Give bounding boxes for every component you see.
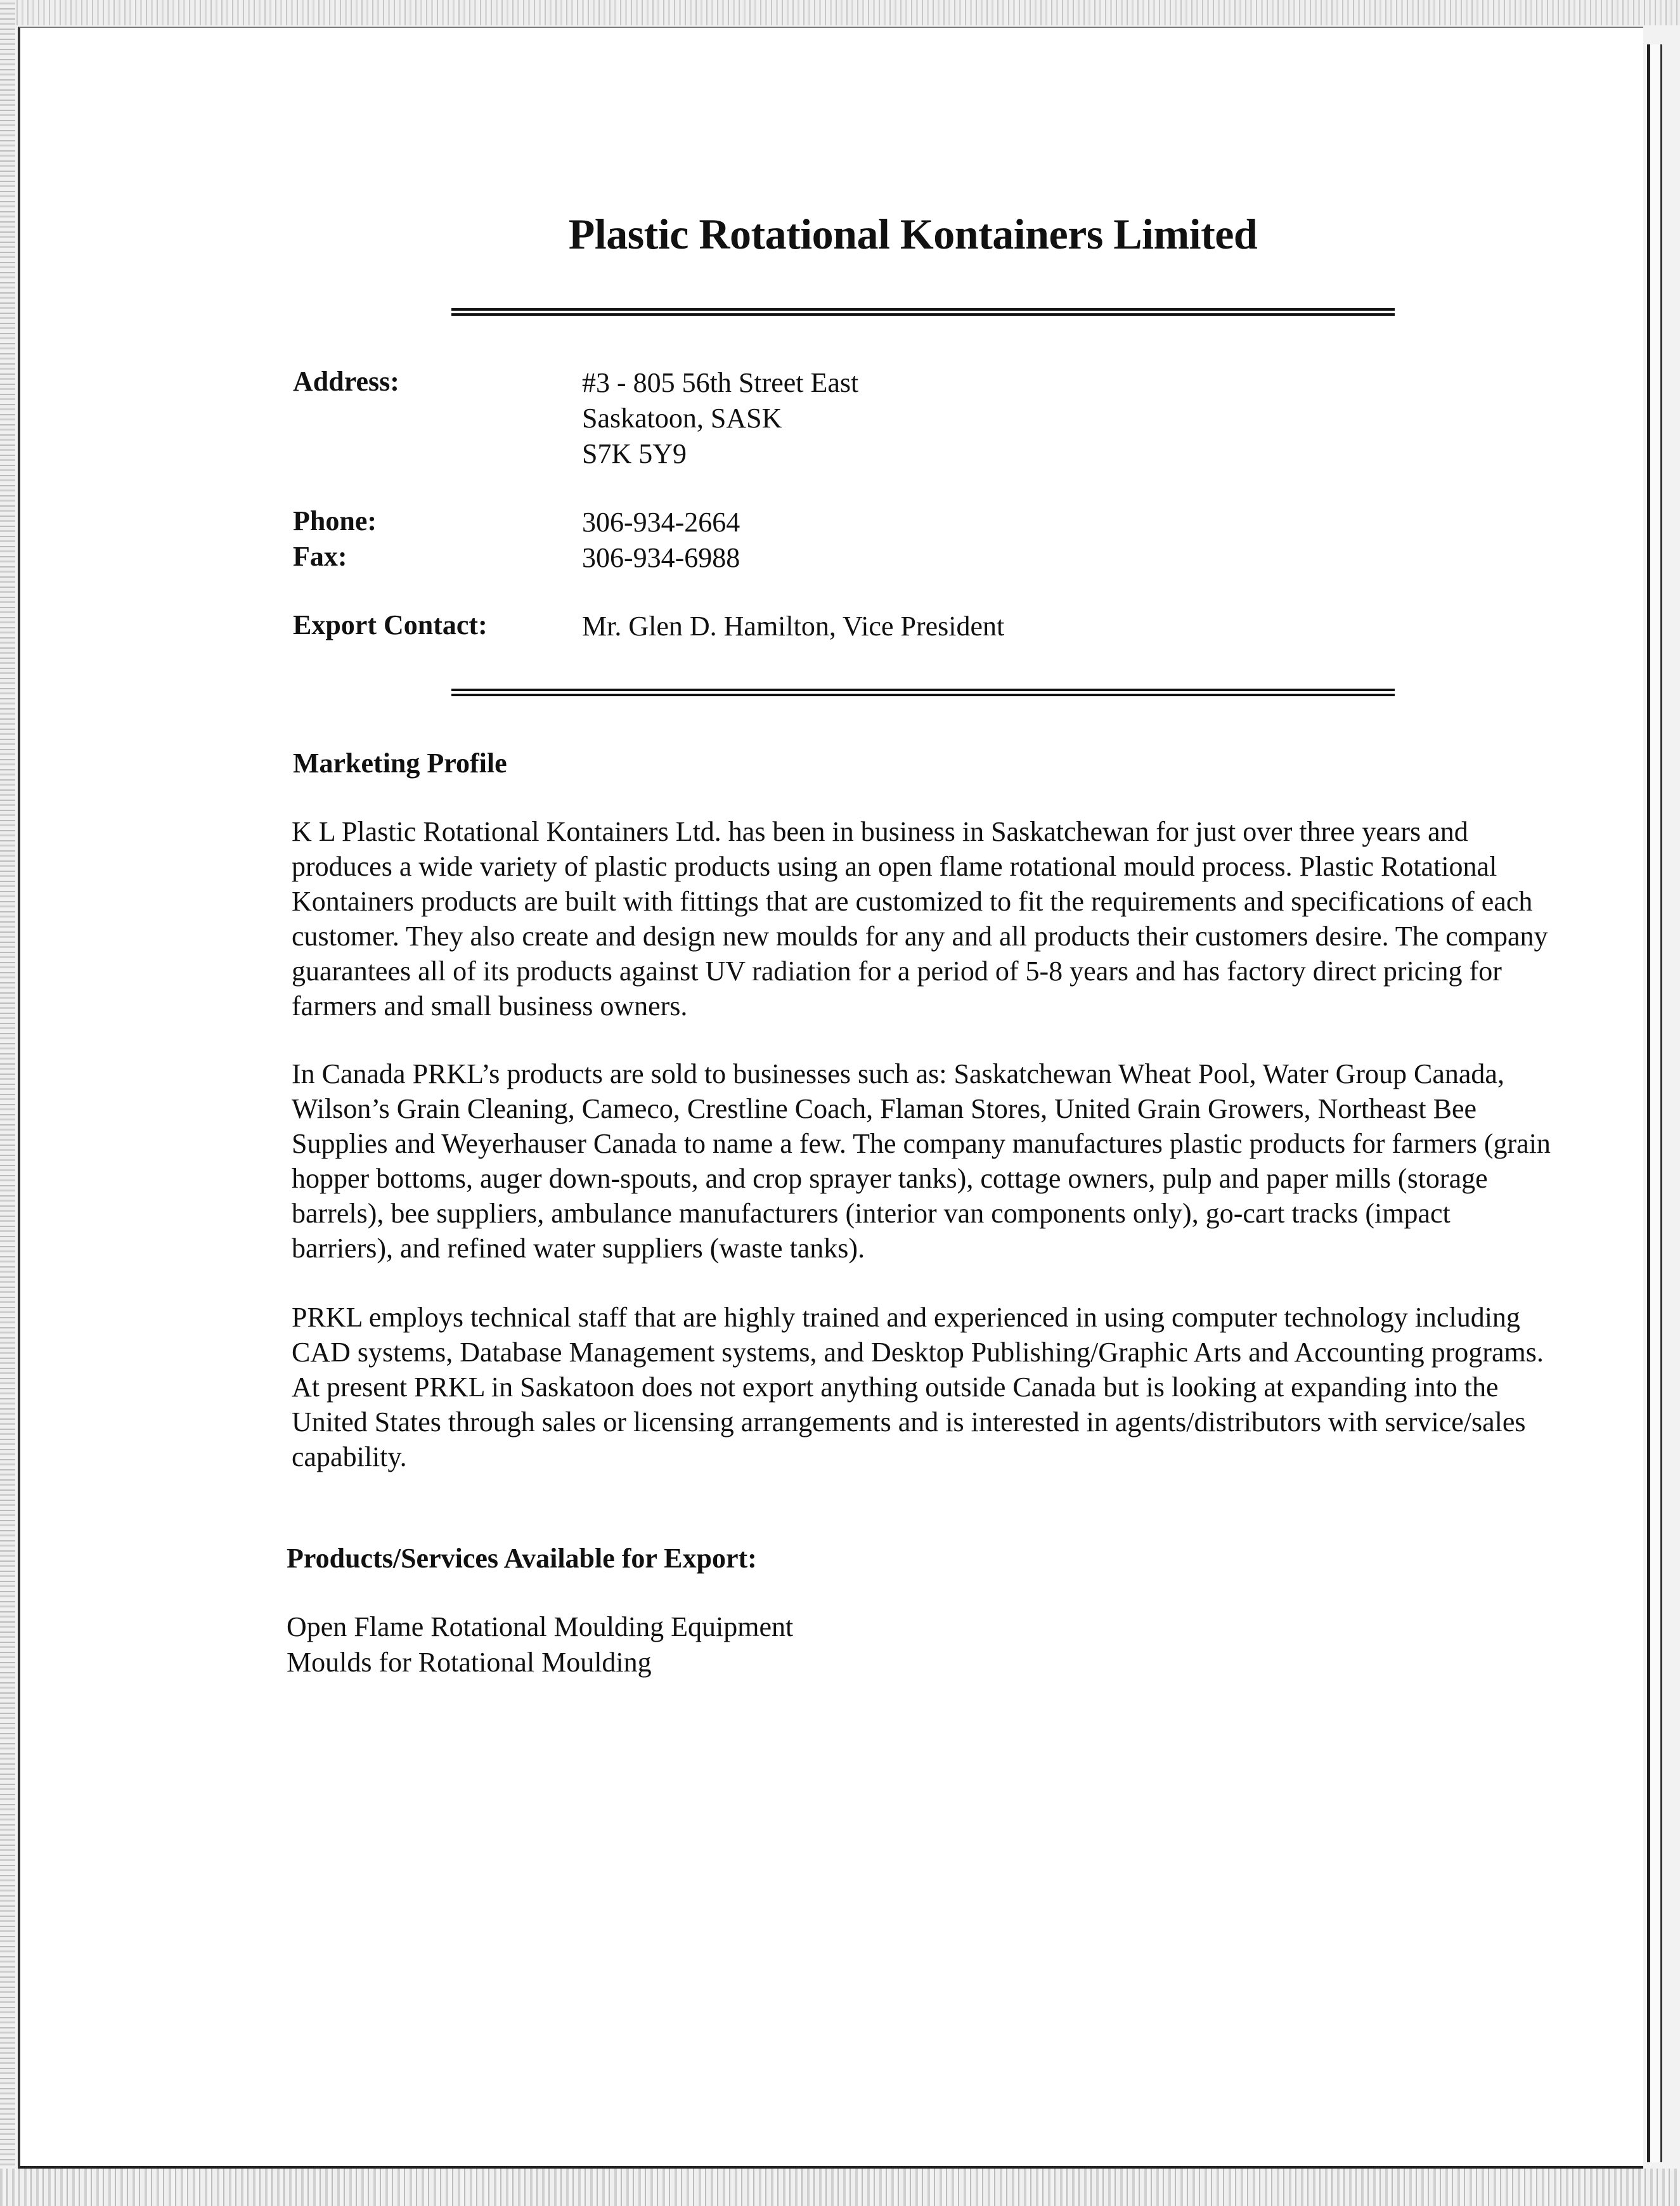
products-list — [287, 1609, 793, 1680]
export-contact-value: Mr. Glen D. Hamilton, Vice President — [582, 611, 1005, 642]
marketing-profile-heading: Marketing Profile — [293, 748, 507, 779]
address-line: #3 - 805 56th Street East — [582, 367, 859, 398]
fax-value: 306-934-6988 — [582, 542, 740, 573]
phone-value: 306-934-2664 — [582, 507, 740, 538]
phone-label: Phone: — [293, 505, 377, 536]
marketing-paragraph: In Canada PRKL’s products are sold to businesses such as: Saskatchewan Wheat Pool, Water Group Canada, Wilson’s Grain Cleaning, Cameco, Crestline Coach, Flaman Stores, United Grain Growers, Northeast Bee Supplies and Weyerhauser Canada to name a few. The company manufactures plastic products for farmers (grain hopper bottoms, auger down-spouts, and crop sprayer tanks), cottage owners, pulp and paper mills (storage barrels), bee suppliers, ambulance manufacturers (interior van components only), go-cart tracks (impact barriers), and refined water suppliers (waste tanks). — [292, 1058, 1551, 1264]
marketing-paragraph: PRKL employs technical staff that are highly trained and experienced in using computer technology including CAD systems, Database Management systems, and Desktop Publishing/Graphic Arts and Accounting programs. At present PRKL in Saskatoon does not export anything outside Canada but is looking at expanding into the United States through sales or licensing arrangements and is interested in agents/distributors with service/sales capability. — [292, 1302, 1544, 1472]
bottom-double-rule — [451, 689, 1395, 696]
scan-noise-left — [0, 0, 15, 2206]
document-title: Plastic Rotational Kontainers Limited — [568, 210, 1258, 258]
address-line: Saskatoon, SASK — [582, 403, 782, 434]
products-heading: Products/Services Available for Export: — [287, 1543, 757, 1574]
fax-label: Fax: — [293, 541, 347, 572]
marketing-paragraph: K L Plastic Rotational Kontainers Ltd. has been in business in Saskatchewan for just over three years and produces a wide variety of plastic products using an open flame rotational mould process. Plastic Rotational Kontainers products are built with fittings that are customized to fit the requirements and specifications of each customer. They also create and design new moulds for any and all products their customers desire. The company guarantees all of its products against UV radiation for a period of 5-8 years and has factory direct pricing for farmers and small business owners. — [292, 816, 1548, 1022]
list-item: Open Flame Rotational Moulding Equipment — [287, 1611, 794, 1642]
scan-noise-bottom — [0, 2169, 1680, 2206]
export-contact-label: Export Contact: — [293, 609, 488, 640]
address-line: S7K 5Y9 — [582, 438, 687, 469]
address-value — [582, 365, 858, 472]
page-edge — [1647, 44, 1662, 2162]
list-item: Moulds for Rotational Moulding — [287, 1647, 652, 1678]
top-double-rule — [451, 308, 1395, 316]
scan-noise-top — [0, 0, 1680, 25]
address-label: Address: — [293, 366, 399, 397]
